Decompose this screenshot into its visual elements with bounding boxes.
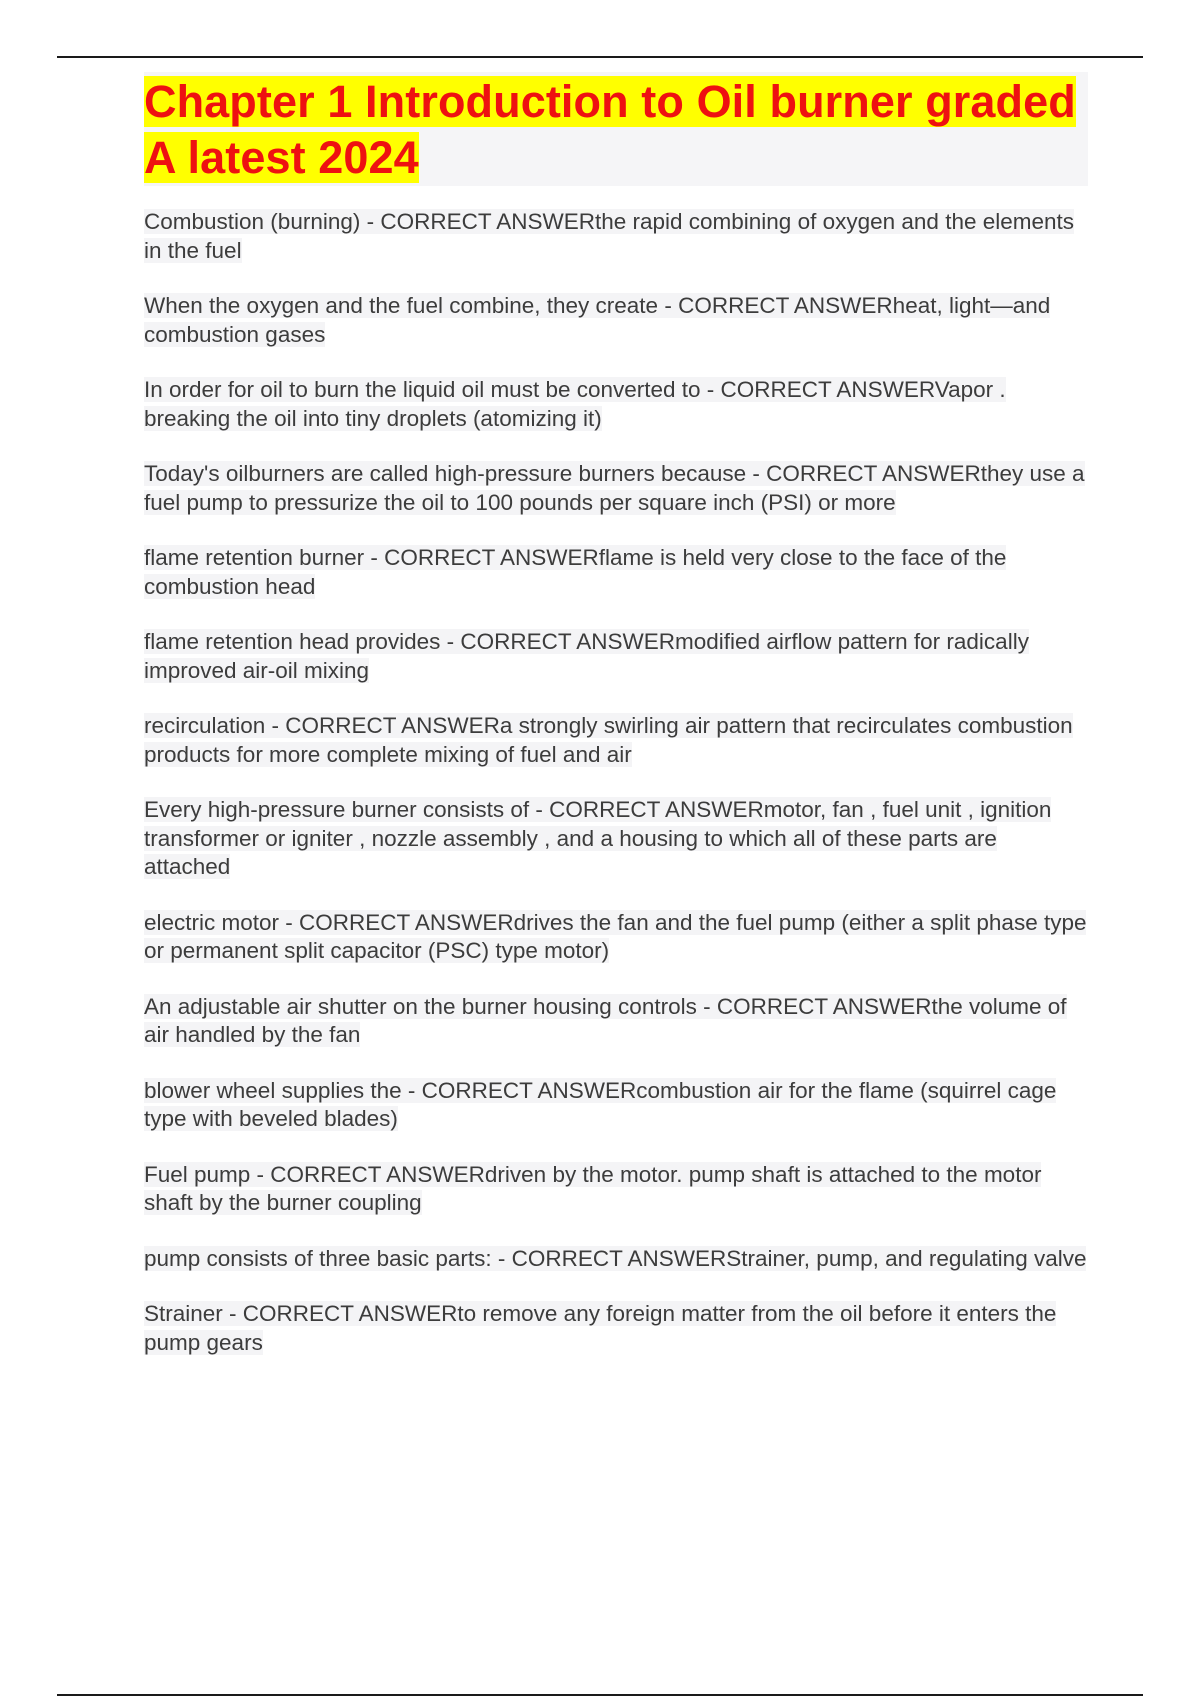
flashcard-list [144,208,1088,1357]
flashcard-text: electric motor - CORRECT ANSWERdrives the fan and the fuel pump (either a split phase type or permanent split capacitor (PSC) type motor) [144,909,1087,963]
flashcard-item [144,460,1088,517]
flashcard-item [144,1245,1088,1274]
flashcard-item [144,1161,1088,1218]
flashcard-text: blower wheel supplies the - CORRECT ANSWERcombustion air for the flame (squirrel cage type with beveled blades) [144,1077,1057,1131]
flashcard-item [144,1077,1088,1134]
flashcard-text: pump consists of three basic parts: - CORRECT ANSWERStrainer, pump, and regulating valve [144,1245,1087,1271]
flashcard-text: flame retention head provides - CORRECT ANSWERmodified airflow pattern for radically improved air-oil mixing [144,629,1029,683]
flashcard-text: Strainer - CORRECT ANSWERto remove any foreign matter from the oil before it enters the pump gears [144,1301,1057,1355]
flashcard-item [144,208,1088,265]
flashcard-item [144,1300,1088,1357]
flashcard-item [144,796,1088,882]
document-title [144,74,1088,186]
flashcard-item [144,544,1088,601]
flashcard-item [144,993,1088,1050]
flashcard-text: Combustion (burning) - CORRECT ANSWERthe rapid combining of oxygen and the elements in the fuel [144,209,1075,263]
title-block [144,72,1088,186]
flashcard-text: In order for oil to burn the liquid oil must be converted to - CORRECT ANSWERVapor . breaking the oil into tiny droplets (atomizing it) [144,377,1006,431]
document-page [144,72,1088,1384]
bottom-rule [57,1694,1143,1696]
flashcard-item [144,909,1088,966]
flashcard-item [144,628,1088,685]
flashcard-text: When the oxygen and the fuel combine, they create - CORRECT ANSWERheat, light—and combustion gases [144,293,1051,347]
flashcard-text: Fuel pump - CORRECT ANSWERdriven by the motor. pump shaft is attached to the motor shaft by the burner coupling [144,1161,1042,1215]
flashcard-text: Every high-pressure burner consists of - CORRECT ANSWERmotor, fan , fuel unit , ignition transformer or igniter , nozzle assembly , and a housing to which all of these parts are attached [144,797,1052,879]
title-highlight: Chapter 1 Introduction to Oil burner graded A latest 2024 [144,76,1076,183]
flashcard-text: An adjustable air shutter on the burner housing controls - CORRECT ANSWERthe volume of air handled by the fan [144,993,1067,1047]
top-rule [57,56,1143,58]
flashcard-text: recirculation - CORRECT ANSWERa strongly swirling air pattern that recirculates combustion products for more complete mixing of fuel and air [144,713,1073,767]
flashcard-item [144,376,1088,433]
flashcard-text: flame retention burner - CORRECT ANSWERflame is held very close to the face of the combustion head [144,545,1007,599]
flashcard-text: Today's oilburners are called high-pressure burners because - CORRECT ANSWERthey use a fuel pump to pressurize the oil to 100 pounds per square inch (PSI) or more [144,461,1085,515]
flashcard-item [144,712,1088,769]
flashcard-item [144,292,1088,349]
